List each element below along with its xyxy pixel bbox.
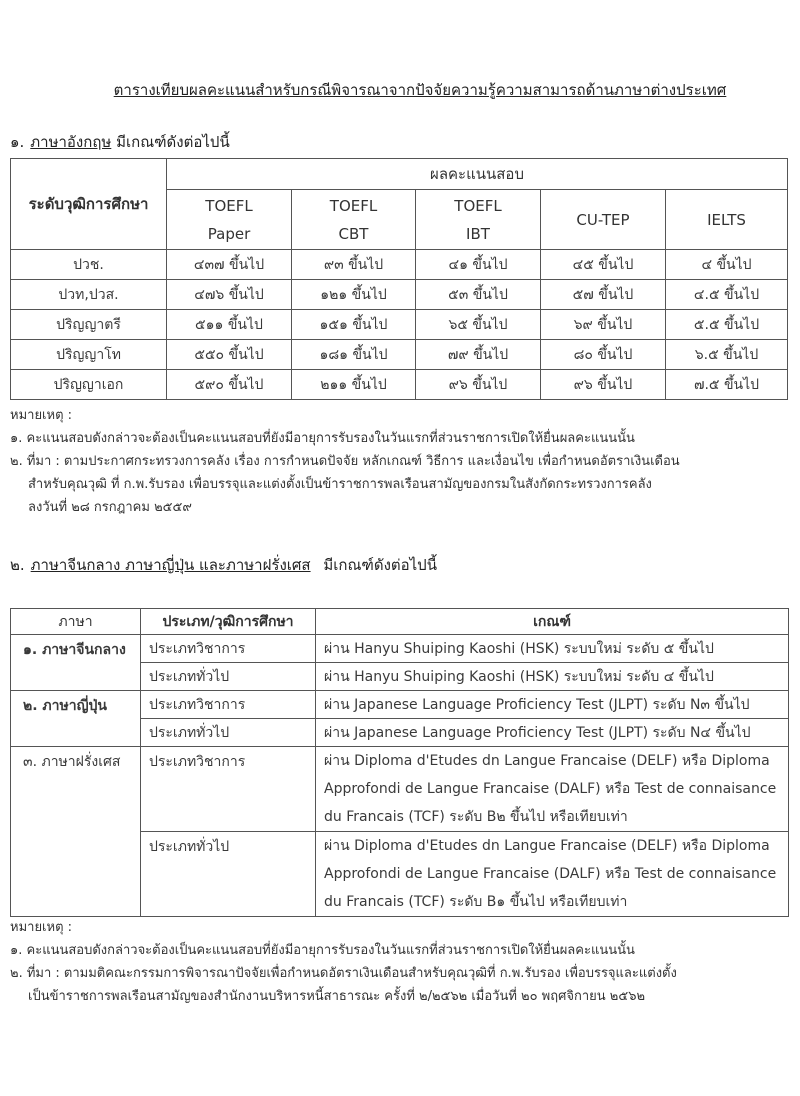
section1-title: ภาษาอังกฤษ <box>30 133 112 151</box>
header-test-scores: ผลคะแนนสอบ <box>167 159 788 190</box>
score-cell: ๔๕ ขึ้นไป <box>541 250 666 280</box>
criteria-cell: ผ่าน Hanyu Shuiping Kaoshi (HSK) ระบบใหม่ ระดับ ๕ ขึ้นไป <box>316 635 789 663</box>
language-japanese: ๒. ภาษาญี่ปุ่น <box>11 691 141 747</box>
section2-heading <box>10 553 437 577</box>
english-score-table <box>10 158 788 400</box>
table-row <box>11 250 788 280</box>
score-cell: ๔๑ ขึ้นไป <box>416 250 541 280</box>
score-cell: ๖๕ ขึ้นไป <box>416 310 541 340</box>
table-row <box>11 635 789 663</box>
table-row <box>11 370 788 400</box>
score-cell: ๕๑๑ ขึ้นไป <box>167 310 292 340</box>
score-cell: ๖๙ ขึ้นไป <box>541 310 666 340</box>
header-toefl-paper: TOEFL Paper <box>167 190 292 250</box>
score-cell: ๙๓ ขึ้นไป <box>292 250 416 280</box>
criteria-cell: ผ่าน Hanyu Shuiping Kaoshi (HSK) ระบบใหม่ ระดับ ๔ ขึ้นไป <box>316 663 789 691</box>
note-item: ๒. ที่มา : ตามมติคณะกรรมการพิจารณาปัจจัยเพื่อกำหนดอัตราเงินเดือนสำหรับคุณวุฒิที่ ก.พ.รับรอง เพื่อบรรจุและแต่งตั้ง เป็นข้าราชการพลเรือนสามัญของสำนักงานบริหารหนี้สาธารณะ ครั้งที่ ๒/๒๕๖๒ เมื่อวันที่ ๒๐ พฤศจิกายน ๒๕๖๒ <box>10 966 677 1004</box>
type-cell: ประเภทวิชาการ <box>141 691 316 719</box>
header-criteria: เกณฑ์ <box>316 609 789 635</box>
section1-title-suffix: มีเกณฑ์ดังต่อไปนี้ <box>116 133 230 151</box>
type-cell: ประเภททั่วไป <box>141 719 316 747</box>
notes-label: หมายเหตุ : <box>10 920 73 935</box>
education-level: ปริญญาโท <box>11 340 167 370</box>
score-cell: ๕๗ ขึ้นไป <box>541 280 666 310</box>
table-row <box>11 747 789 832</box>
note-item: ๑. คะแนนสอบดังกล่าวจะต้องเป็นคะแนนสอบที่ยังมีอายุการรับรองในวันแรกที่ส่วนราชการเปิดให้ยื่นผลคะแนนนั้น <box>10 431 635 446</box>
section1-notes <box>10 404 680 519</box>
education-level: ปริญญาตรี <box>11 310 167 340</box>
header-cu-tep: CU-TEP <box>541 190 666 250</box>
education-level: ปริญญาเอก <box>11 370 167 400</box>
header-ielts: IELTS <box>666 190 788 250</box>
criteria-cell: ผ่าน Diploma d'Etudes dn Langue Francaise (DELF) หรือ Diploma Approfondi de Langue Francaise (DALF) หรือ Test de connaisance du Francais (TCF) ระดับ B๒ ขึ้นไป หรือเทียบเท่า <box>316 747 789 832</box>
section1-heading <box>10 130 230 154</box>
other-languages-table <box>10 608 789 917</box>
score-cell: ๕๙๐ ขึ้นไป <box>167 370 292 400</box>
section2-title-suffix: มีเกณฑ์ดังต่อไปนี้ <box>323 556 437 574</box>
score-cell: ๗๙ ขึ้นไป <box>416 340 541 370</box>
header-education-level: ระดับวุฒิการศึกษา <box>11 159 167 250</box>
score-cell: ๔ ขึ้นไป <box>666 250 788 280</box>
score-cell: ๕๕๐ ขึ้นไป <box>167 340 292 370</box>
header-toefl-ibt: TOEFL IBT <box>416 190 541 250</box>
score-cell: ๔.๕ ขึ้นไป <box>666 280 788 310</box>
score-cell: ๙๖ ขึ้นไป <box>416 370 541 400</box>
score-cell: ๘๐ ขึ้นไป <box>541 340 666 370</box>
notes-label: หมายเหตุ : <box>10 408 73 423</box>
criteria-cell: ผ่าน Japanese Language Proficiency Test (JLPT) ระดับ N๓ ขึ้นไป <box>316 691 789 719</box>
header-language: ภาษา <box>11 609 141 635</box>
table-row <box>11 280 788 310</box>
score-cell: ๑๕๑ ขึ้นไป <box>292 310 416 340</box>
type-cell: ประเภททั่วไป <box>141 832 316 917</box>
language-chinese: ๑. ภาษาจีนกลาง <box>11 635 141 691</box>
section2-notes <box>10 916 677 1008</box>
type-cell: ประเภทวิชาการ <box>141 747 316 832</box>
note-item: ๒. ที่มา : ตามประกาศกระทรวงการคลัง เรื่อง การกำหนดปัจจัย หลักเกณฑ์ วิธีการ และเงื่อนไข เพื่อกำหนดอัตราเงินเดือน สำหรับคุณวุฒิ ที่ ก.พ.รับรอง เพื่อบรรจุและแต่งตั้งเป็นข้าราชการพลเรือนสามัญของกรมในสังกัดกระทรวงการคลัง ลงวันที่ ๒๘ กรกฎาคม ๒๕๕๙ <box>10 454 680 515</box>
score-cell: ๙๖ ขึ้นไป <box>541 370 666 400</box>
note-item: ๑. คะแนนสอบดังกล่าวจะต้องเป็นคะแนนสอบที่ยังมีอายุการรับรองในวันแรกที่ส่วนราชการเปิดให้ยื่นผลคะแนนนั้น <box>10 943 635 958</box>
language-french: ๓. ภาษาฝรั่งเศส <box>11 747 141 917</box>
section1-number: ๑. <box>10 133 25 151</box>
section2-title: ภาษาจีนกลาง ภาษาญี่ปุ่น และภาษาฝรั่งเศส <box>30 556 311 574</box>
score-cell: ๕๓ ขึ้นไป <box>416 280 541 310</box>
table-row <box>11 691 789 719</box>
score-cell: ๑๘๑ ขึ้นไป <box>292 340 416 370</box>
score-cell: ๗.๕ ขึ้นไป <box>666 370 788 400</box>
criteria-cell: ผ่าน Diploma d'Etudes dn Langue Francaise (DELF) หรือ Diploma Approfondi de Langue Francaise (DALF) หรือ Test de connaisance du Francais (TCF) ระดับ B๑ ขึ้นไป หรือเทียบเท่า <box>316 832 789 917</box>
education-level: ปวท,ปวส. <box>11 280 167 310</box>
header-toefl-cbt: TOEFL CBT <box>292 190 416 250</box>
score-cell: ๒๑๑ ขึ้นไป <box>292 370 416 400</box>
criteria-cell: ผ่าน Japanese Language Proficiency Test (JLPT) ระดับ N๔ ขึ้นไป <box>316 719 789 747</box>
score-cell: ๑๒๑ ขึ้นไป <box>292 280 416 310</box>
section2-number: ๒. <box>10 556 25 574</box>
score-cell: ๔๓๗ ขึ้นไป <box>167 250 292 280</box>
score-cell: ๔๗๖ ขึ้นไป <box>167 280 292 310</box>
score-cell: ๕.๕ ขึ้นไป <box>666 310 788 340</box>
type-cell: ประเภทวิชาการ <box>141 635 316 663</box>
table-row <box>11 340 788 370</box>
table-row <box>11 310 788 340</box>
header-type: ประเภท/วุฒิการศึกษา <box>141 609 316 635</box>
score-cell: ๖.๕ ขึ้นไป <box>666 340 788 370</box>
document-title: ตารางเทียบผลคะแนนสำหรับกรณีพิจารณาจากปัจจัยความรู้ความสามารถด้านภาษาต่างประเทศ <box>113 81 727 99</box>
education-level: ปวช. <box>11 250 167 280</box>
type-cell: ประเภททั่วไป <box>141 663 316 691</box>
